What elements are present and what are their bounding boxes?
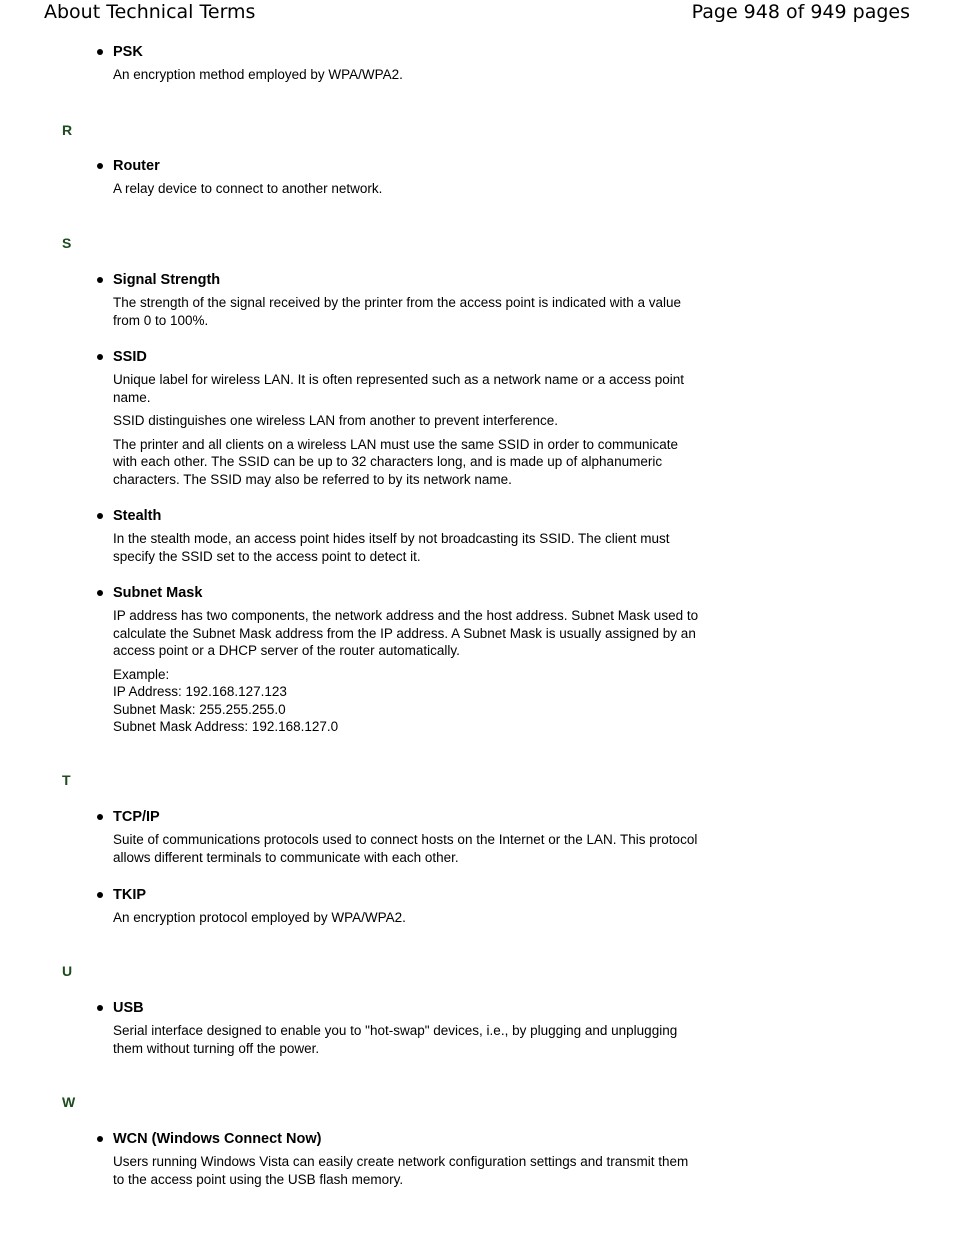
term-tkip [113, 886, 703, 927]
term-title [113, 348, 703, 366]
term-description: Unique label for wireless LAN. It is often represented such as a network name or a access point name. [113, 372, 685, 405]
term-title-text: Signal Strength [113, 272, 221, 288]
term-stealth [113, 507, 703, 565]
term-tcpip [113, 808, 703, 866]
page-title: About Technical Terms [44, 1, 256, 23]
bullet-icon [97, 163, 103, 169]
term-title-text: WCN (Windows Connect Now) [113, 1131, 322, 1147]
term-description: In the stealth mode, an access point hides itself by not broadcasting its SSID. The client must specify the SSID set to the access point to detect it. [113, 531, 670, 564]
term-description: Suite of communications protocols used to connect hosts on the Internet or the LAN. This protocol allows different terminals to communicate with each other. [113, 832, 698, 865]
term-description: The printer and all clients on a wireless LAN must use the same SSID in order to communicate with each other. The SSID can be up to 32 characters long, and is made up of alphanumeric characters. The SSID may also be referred to by its network name. [113, 436, 679, 487]
bullet-icon [97, 49, 103, 55]
term-title [113, 43, 703, 61]
bullet-icon [97, 1136, 103, 1142]
term-title [113, 507, 703, 525]
term-title [113, 999, 703, 1017]
term-title-text: SSID [113, 349, 147, 365]
term-title [113, 808, 703, 826]
example-line: IP Address: 192.168.127.123 [113, 684, 287, 699]
term-description: A relay device to connect to another network. [113, 181, 383, 196]
section-letter-u: U [62, 963, 73, 979]
term-title-text: Router [113, 158, 160, 174]
bullet-icon [97, 892, 103, 898]
term-router [113, 157, 703, 198]
bullet-icon [97, 513, 103, 519]
term-ssid [113, 348, 703, 488]
term-title [113, 584, 703, 602]
term-title [113, 1130, 703, 1148]
term-title-text: Subnet Mask [113, 585, 203, 601]
example-line: Subnet Mask: 255.255.255.0 [113, 701, 286, 717]
term-title-text: USB [113, 1000, 144, 1016]
term-signal-strength [113, 271, 703, 329]
term-title-text: Stealth [113, 508, 162, 524]
bullet-icon [97, 354, 103, 360]
term-title-text: TKIP [113, 887, 147, 903]
term-title-text: TCP/IP [113, 809, 160, 825]
term-title [113, 271, 703, 289]
section-letter-w: W [62, 1094, 76, 1110]
term-description: An encryption protocol employed by WPA/WPA2. [113, 910, 406, 925]
term-title [113, 886, 703, 904]
example-line: Example: [113, 666, 170, 682]
term-description: SSID distinguishes one wireless LAN from another to prevent interference. [113, 413, 558, 428]
bullet-icon [97, 814, 103, 820]
term-subnet-mask [113, 584, 703, 736]
section-letter-s: S [62, 235, 72, 251]
term-description: The strength of the signal received by the printer from the access point is indicated with a value from 0 to 100%. [113, 295, 682, 328]
term-usb [113, 999, 703, 1057]
term-description: Users running Windows Vista can easily create network configuration settings and transmit them to the access point using the USB flash memory. [113, 1154, 689, 1187]
term-psk [113, 43, 703, 84]
term-wcn [113, 1130, 703, 1188]
term-description: Serial interface designed to enable you to "hot-swap" devices, i.e., by plugging and unplugging them without turning off the power. [113, 1023, 678, 1056]
bullet-icon [97, 277, 103, 283]
example-line: Subnet Mask Address: 192.168.127.0 [113, 719, 339, 734]
term-title-text: PSK [113, 44, 143, 60]
term-description: An encryption method employed by WPA/WPA2. [113, 67, 403, 82]
section-letter-t: T [62, 772, 71, 788]
bullet-icon [97, 590, 103, 596]
section-letter-r: R [62, 122, 73, 138]
term-description: IP address has two components, the network address and the host address. Subnet Mask used to calculate the Subnet Mask address from the IP address. A Subnet Mask is usually assigned by an access point or a DHCP server of the router automatically. [113, 608, 699, 658]
bullet-icon [97, 1005, 103, 1011]
page-number: Page 948 of 949 pages [691, 1, 910, 23]
page-header [44, 0, 910, 26]
term-title [113, 157, 703, 175]
subnet-example [113, 666, 703, 736]
